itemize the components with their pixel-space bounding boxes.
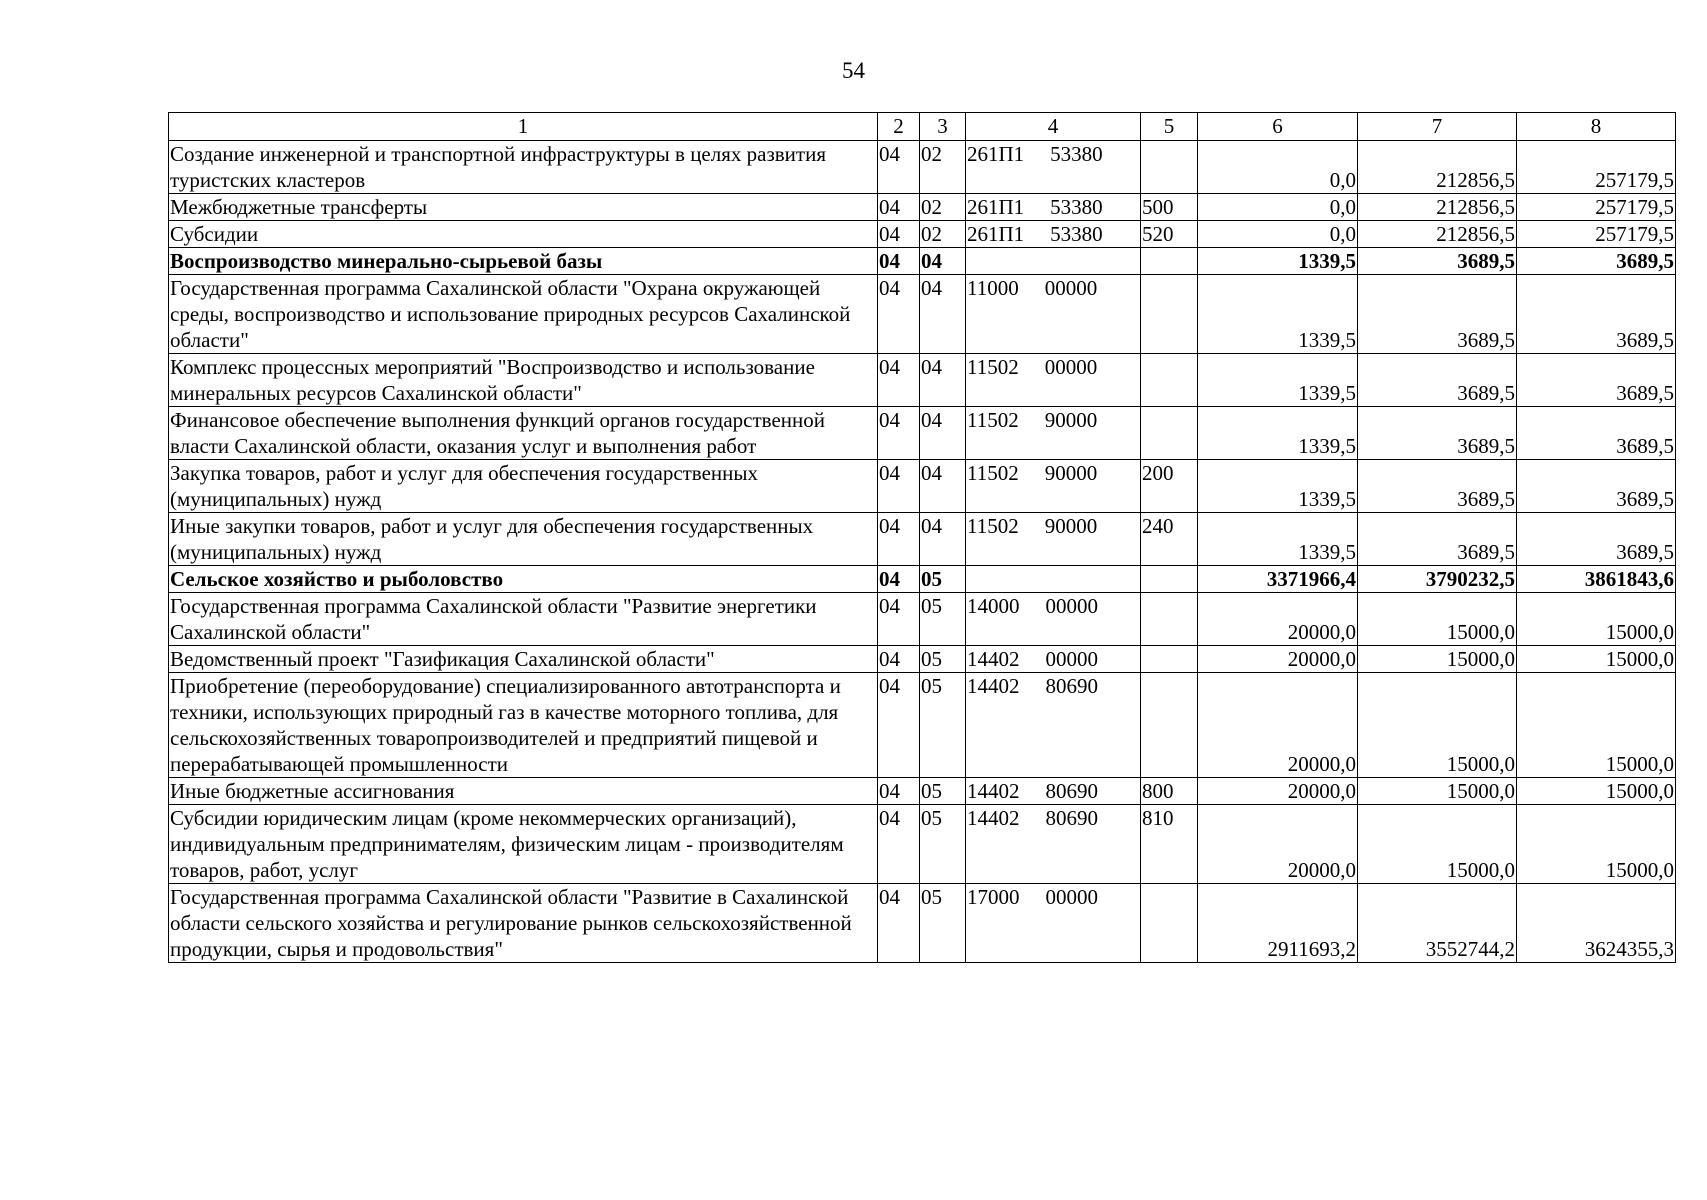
row-amount-col-7: 212856,5	[1358, 221, 1517, 248]
row-name: Государственная программа Сахалинской области "Развитие в Сахалинской области сельского хозяйства и регулирование рынков сельскохозяйственной продукции, сырья и продовольствия"	[169, 884, 878, 963]
target-article-direction-part: 80690	[1045, 779, 1098, 803]
row-target-article	[966, 275, 1141, 354]
row-name: Приобретение (переоборудование) специализированного автотранспорта и техники, использующих природный газ в качестве моторного топлива, для сельскохозяйственных товаропроизводителей и предприятий пищевой и перерабатывающей промышленности	[169, 673, 878, 778]
table-row	[169, 460, 1676, 513]
target-article-direction-part: 90000	[1044, 408, 1098, 432]
target-article-program-part: 14402	[967, 779, 1020, 803]
row-target-article	[966, 248, 1141, 275]
row-amount-col-8: 15000,0	[1517, 593, 1676, 646]
row-amount-col-6: 1339,5	[1198, 407, 1358, 460]
row-name: Межбюджетные трансферты	[169, 194, 878, 221]
row-subsection-code: 05	[920, 593, 966, 646]
row-section-code: 04	[878, 513, 920, 566]
row-expense-type: 240	[1141, 513, 1198, 566]
table-row	[169, 884, 1676, 963]
target-article-direction-part: 90000	[1044, 514, 1098, 538]
table-row	[169, 778, 1676, 805]
row-target-article	[966, 593, 1141, 646]
row-amount-col-7: 3689,5	[1358, 248, 1517, 275]
row-target-article	[966, 673, 1141, 778]
row-section-code: 04	[878, 593, 920, 646]
target-article-program-part: 11502	[967, 514, 1019, 538]
row-amount-col-8: 15000,0	[1517, 646, 1676, 673]
table-row	[169, 407, 1676, 460]
target-article-direction-part: 80690	[1045, 674, 1098, 698]
row-amount-col-7: 3689,5	[1358, 460, 1517, 513]
row-amount-col-8: 15000,0	[1517, 778, 1676, 805]
row-amount-col-6: 1339,5	[1198, 513, 1358, 566]
target-article-program-part: 14402	[967, 806, 1020, 830]
row-expense-type	[1141, 566, 1198, 593]
row-amount-col-8: 257179,5	[1517, 194, 1676, 221]
row-name: Иные бюджетные ассигнования	[169, 778, 878, 805]
row-section-code: 04	[878, 566, 920, 593]
table-row	[169, 673, 1676, 778]
row-subsection-code: 05	[920, 646, 966, 673]
row-expense-type: 810	[1141, 805, 1198, 884]
row-target-article	[966, 805, 1141, 884]
row-amount-col-7: 15000,0	[1358, 593, 1517, 646]
row-amount-col-8: 3689,5	[1517, 407, 1676, 460]
row-amount-col-7: 15000,0	[1358, 805, 1517, 884]
row-amount-col-6: 20000,0	[1198, 805, 1358, 884]
row-expense-type	[1141, 248, 1198, 275]
row-amount-col-6: 0,0	[1198, 221, 1358, 248]
row-amount-col-8: 257179,5	[1517, 141, 1676, 194]
row-name: Комплекс процессных мероприятий "Воспроизводство и использование минеральных ресурсов Сахалинской области"	[169, 354, 878, 407]
row-expense-type: 200	[1141, 460, 1198, 513]
row-subsection-code: 04	[920, 275, 966, 354]
row-amount-col-7: 212856,5	[1358, 194, 1517, 221]
header-col-8: 8	[1517, 113, 1676, 141]
row-section-code: 04	[878, 646, 920, 673]
row-amount-col-6: 0,0	[1198, 194, 1358, 221]
row-amount-col-6: 1339,5	[1198, 248, 1358, 275]
row-target-article	[966, 141, 1141, 194]
row-amount-col-7: 3689,5	[1358, 354, 1517, 407]
row-amount-col-6: 3371966,4	[1198, 566, 1358, 593]
row-expense-type	[1141, 673, 1198, 778]
table-row	[169, 646, 1676, 673]
row-subsection-code: 04	[920, 354, 966, 407]
row-target-article	[966, 460, 1141, 513]
row-expense-type	[1141, 275, 1198, 354]
row-name: Финансовое обеспечение выполнения функций органов государственной власти Сахалинской области, оказания услуг и выполнения работ	[169, 407, 878, 460]
row-amount-col-7: 3790232,5	[1358, 566, 1517, 593]
row-subsection-code: 05	[920, 566, 966, 593]
table-row	[169, 566, 1676, 593]
row-target-article	[966, 221, 1141, 248]
row-name: Субсидии	[169, 221, 878, 248]
row-subsection-code: 04	[920, 407, 966, 460]
row-subsection-code: 05	[920, 673, 966, 778]
row-section-code: 04	[878, 673, 920, 778]
row-subsection-code: 05	[920, 884, 966, 963]
row-amount-col-7: 3552744,2	[1358, 884, 1517, 963]
row-expense-type	[1141, 646, 1198, 673]
header-col-4: 4	[966, 113, 1141, 141]
row-amount-col-6: 20000,0	[1198, 778, 1358, 805]
row-amount-col-6: 20000,0	[1198, 593, 1358, 646]
row-subsection-code: 04	[920, 460, 966, 513]
table-row	[169, 593, 1676, 646]
target-article-direction-part: 90000	[1044, 461, 1098, 485]
row-section-code: 04	[878, 248, 920, 275]
row-section-code: 04	[878, 354, 920, 407]
row-amount-col-8: 3689,5	[1517, 460, 1676, 513]
table-row	[169, 141, 1676, 194]
header-col-6: 6	[1198, 113, 1358, 141]
row-expense-type	[1141, 141, 1198, 194]
row-target-article	[966, 354, 1141, 407]
target-article-program-part: 14402	[967, 674, 1020, 698]
row-name: Субсидии юридическим лицам (кроме некоммерческих организаций), индивидуальным предпринимателям, физическим лицам - производителям товаров, работ, услуг	[169, 805, 878, 884]
header-col-2: 2	[878, 113, 920, 141]
row-section-code: 04	[878, 460, 920, 513]
target-article-program-part: 11502	[967, 461, 1019, 485]
row-subsection-code: 04	[920, 513, 966, 566]
row-name: Ведомственный проект "Газификация Сахалинской области"	[169, 646, 878, 673]
row-amount-col-7: 3689,5	[1358, 275, 1517, 354]
target-article-direction-part: 53380	[1050, 195, 1103, 219]
row-target-article	[966, 566, 1141, 593]
table-row	[169, 275, 1676, 354]
row-amount-col-6: 1339,5	[1198, 460, 1358, 513]
header-col-1: 1	[169, 113, 878, 141]
table-row	[169, 805, 1676, 884]
row-section-code: 04	[878, 275, 920, 354]
target-article-direction-part: 80690	[1045, 806, 1098, 830]
row-amount-col-7: 15000,0	[1358, 646, 1517, 673]
row-target-article	[966, 778, 1141, 805]
row-name: Сельское хозяйство и рыболовство	[169, 566, 878, 593]
row-amount-col-8: 257179,5	[1517, 221, 1676, 248]
header-col-3: 3	[920, 113, 966, 141]
row-expense-type	[1141, 354, 1198, 407]
row-expense-type	[1141, 407, 1198, 460]
header-col-7: 7	[1358, 113, 1517, 141]
row-section-code: 04	[878, 141, 920, 194]
row-amount-col-8: 15000,0	[1517, 805, 1676, 884]
row-amount-col-6: 1339,5	[1198, 275, 1358, 354]
row-amount-col-8: 3624355,3	[1517, 884, 1676, 963]
target-article-program-part: 11502	[967, 408, 1019, 432]
row-expense-type: 800	[1141, 778, 1198, 805]
target-article-program-part: 261П1	[967, 142, 1025, 166]
table-row	[169, 513, 1676, 566]
table-row	[169, 248, 1676, 275]
target-article-program-part: 17000	[967, 885, 1020, 909]
row-subsection-code: 02	[920, 194, 966, 221]
table-row	[169, 221, 1676, 248]
target-article-program-part: 261П1	[967, 222, 1025, 246]
row-section-code: 04	[878, 778, 920, 805]
row-expense-type	[1141, 593, 1198, 646]
row-subsection-code: 05	[920, 778, 966, 805]
row-amount-col-6: 20000,0	[1198, 646, 1358, 673]
row-amount-col-8: 3689,5	[1517, 275, 1676, 354]
row-amount-col-6: 1339,5	[1198, 354, 1358, 407]
row-target-article	[966, 194, 1141, 221]
row-target-article	[966, 407, 1141, 460]
target-article-program-part: 11000	[967, 276, 1019, 300]
row-amount-col-7: 15000,0	[1358, 673, 1517, 778]
row-name: Создание инженерной и транспортной инфраструктуры в целях развития туристских кластеров	[169, 141, 878, 194]
row-subsection-code: 05	[920, 805, 966, 884]
row-amount-col-6: 20000,0	[1198, 673, 1358, 778]
row-name: Государственная программа Сахалинской области "Развитие энергетики Сахалинской области"	[169, 593, 878, 646]
row-amount-col-6: 2911693,2	[1198, 884, 1358, 963]
row-section-code: 04	[878, 884, 920, 963]
header-col-5: 5	[1141, 113, 1198, 141]
row-expense-type	[1141, 884, 1198, 963]
row-section-code: 04	[878, 805, 920, 884]
target-article-program-part: 11502	[967, 355, 1019, 379]
row-subsection-code: 02	[920, 221, 966, 248]
target-article-direction-part: 00000	[1044, 355, 1098, 379]
row-subsection-code: 04	[920, 248, 966, 275]
row-amount-col-8: 3689,5	[1517, 248, 1676, 275]
row-amount-col-8: 3861843,6	[1517, 566, 1676, 593]
row-amount-col-6: 0,0	[1198, 141, 1358, 194]
target-article-direction-part: 00000	[1045, 885, 1098, 909]
row-amount-col-7: 3689,5	[1358, 407, 1517, 460]
target-article-direction-part: 00000	[1044, 276, 1098, 300]
row-amount-col-8: 3689,5	[1517, 354, 1676, 407]
row-section-code: 04	[878, 221, 920, 248]
row-target-article	[966, 513, 1141, 566]
target-article-direction-part: 00000	[1045, 647, 1098, 671]
target-article-direction-part: 53380	[1050, 222, 1103, 246]
row-amount-col-7: 3689,5	[1358, 513, 1517, 566]
target-article-direction-part: 53380	[1050, 142, 1103, 166]
row-name: Закупка товаров, работ и услуг для обеспечения государственных (муниципальных) нужд	[169, 460, 878, 513]
row-name: Государственная программа Сахалинской области "Охрана окружающей среды, воспроизводство и использование природных ресурсов Сахалинской области"	[169, 275, 878, 354]
target-article-direction-part: 00000	[1045, 594, 1098, 618]
table-row	[169, 194, 1676, 221]
page-number: 54	[842, 58, 865, 83]
target-article-program-part: 14000	[967, 594, 1020, 618]
row-target-article	[966, 884, 1141, 963]
row-amount-col-8: 3689,5	[1517, 513, 1676, 566]
table-header-row	[169, 113, 1676, 141]
row-target-article	[966, 646, 1141, 673]
row-expense-type: 500	[1141, 194, 1198, 221]
row-name: Иные закупки товаров, работ и услуг для обеспечения государственных (муниципальных) нужд	[169, 513, 878, 566]
row-expense-type: 520	[1141, 221, 1198, 248]
row-name: Воспроизводство минерально-сырьевой базы	[169, 248, 878, 275]
budget-table	[168, 112, 1676, 963]
table-row	[169, 354, 1676, 407]
row-section-code: 04	[878, 407, 920, 460]
row-section-code: 04	[878, 194, 920, 221]
row-subsection-code: 02	[920, 141, 966, 194]
row-amount-col-7: 212856,5	[1358, 141, 1517, 194]
row-amount-col-8: 15000,0	[1517, 673, 1676, 778]
row-amount-col-7: 15000,0	[1358, 778, 1517, 805]
target-article-program-part: 261П1	[967, 195, 1025, 219]
target-article-program-part: 14402	[967, 647, 1020, 671]
